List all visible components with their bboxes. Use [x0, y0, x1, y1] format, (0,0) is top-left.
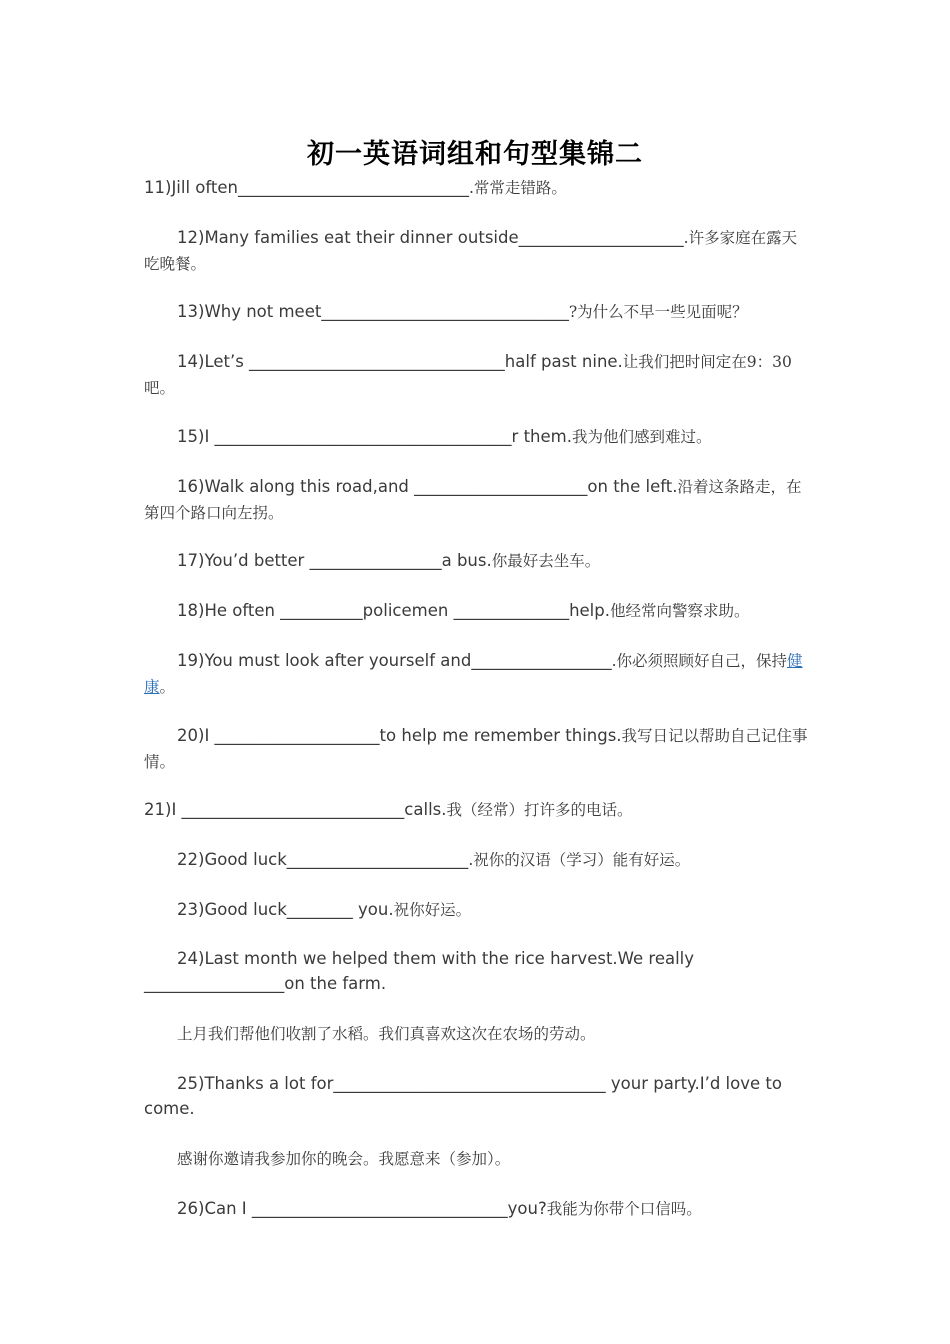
exercise-item-26: 26)Can I _______________________________you?我能为你带个口信吗。	[177, 1199, 702, 1218]
exercise-item-17: 17)You’d better ________________a bus.你最好去坐车。	[177, 551, 601, 570]
exercise-item-20: 20)I ____________________to help me remember things.我写日记以帮助自己记住事情。	[144, 726, 808, 771]
exercise-item-19: 19)You must look after yourself and_________________.你必须照顾好自己，保持健康。	[144, 651, 803, 696]
exercise-item-12: 12)Many families eat their dinner outside____________________.许多家庭在露天吃晚餐。	[144, 228, 798, 273]
exercise-item-23: 23)Good luck________ you.祝你好运。	[177, 900, 472, 919]
exercise-item-13: 13)Why not meet______________________________?为什么不早一些见面呢？	[177, 302, 748, 321]
exercise-item-16: 16)Walk along this road,and _____________________on the left.沿着这条路走，在第四个路口向左拐。	[144, 477, 802, 522]
exercise-item-15: 15)I ____________________________________r them.我为他们感到难过。	[177, 427, 712, 446]
page-title: 初一英语词组和句型集锦二	[307, 139, 643, 170]
exercise-item-21: 21)I ___________________________calls.我（经常）打许多的电话。	[144, 800, 633, 819]
exercise-item-25: 25)Thanks a lot for_________________________________ your party.I’d love to come.	[144, 1074, 782, 1118]
exercise-item-24-translation: 上月我们帮他们收割了水稻。我们真喜欢这次在农场的劳动。	[177, 1025, 596, 1043]
exercise-item-24: 24)Last month we helped them with the rice harvest.We really _________________on the farm.	[144, 949, 695, 993]
exercise-item-14: 14)Let’s _______________________________half past nine.让我们把时间定在9：30吧。	[144, 352, 792, 397]
exercise-item-22: 22)Good luck______________________.祝你的汉语（学习）能有好运。	[177, 850, 691, 869]
exercise-item-18: 18)He often __________policemen ______________help.他经常向警察求助。	[177, 601, 750, 620]
exercise-item-11: 11)Jill often____________________________.常常走错路。	[144, 178, 567, 197]
exercise-item-25-translation: 感谢你邀请我参加你的晚会。我愿意来（参加）。	[177, 1150, 511, 1168]
health-link[interactable]: 健康	[144, 652, 803, 696]
